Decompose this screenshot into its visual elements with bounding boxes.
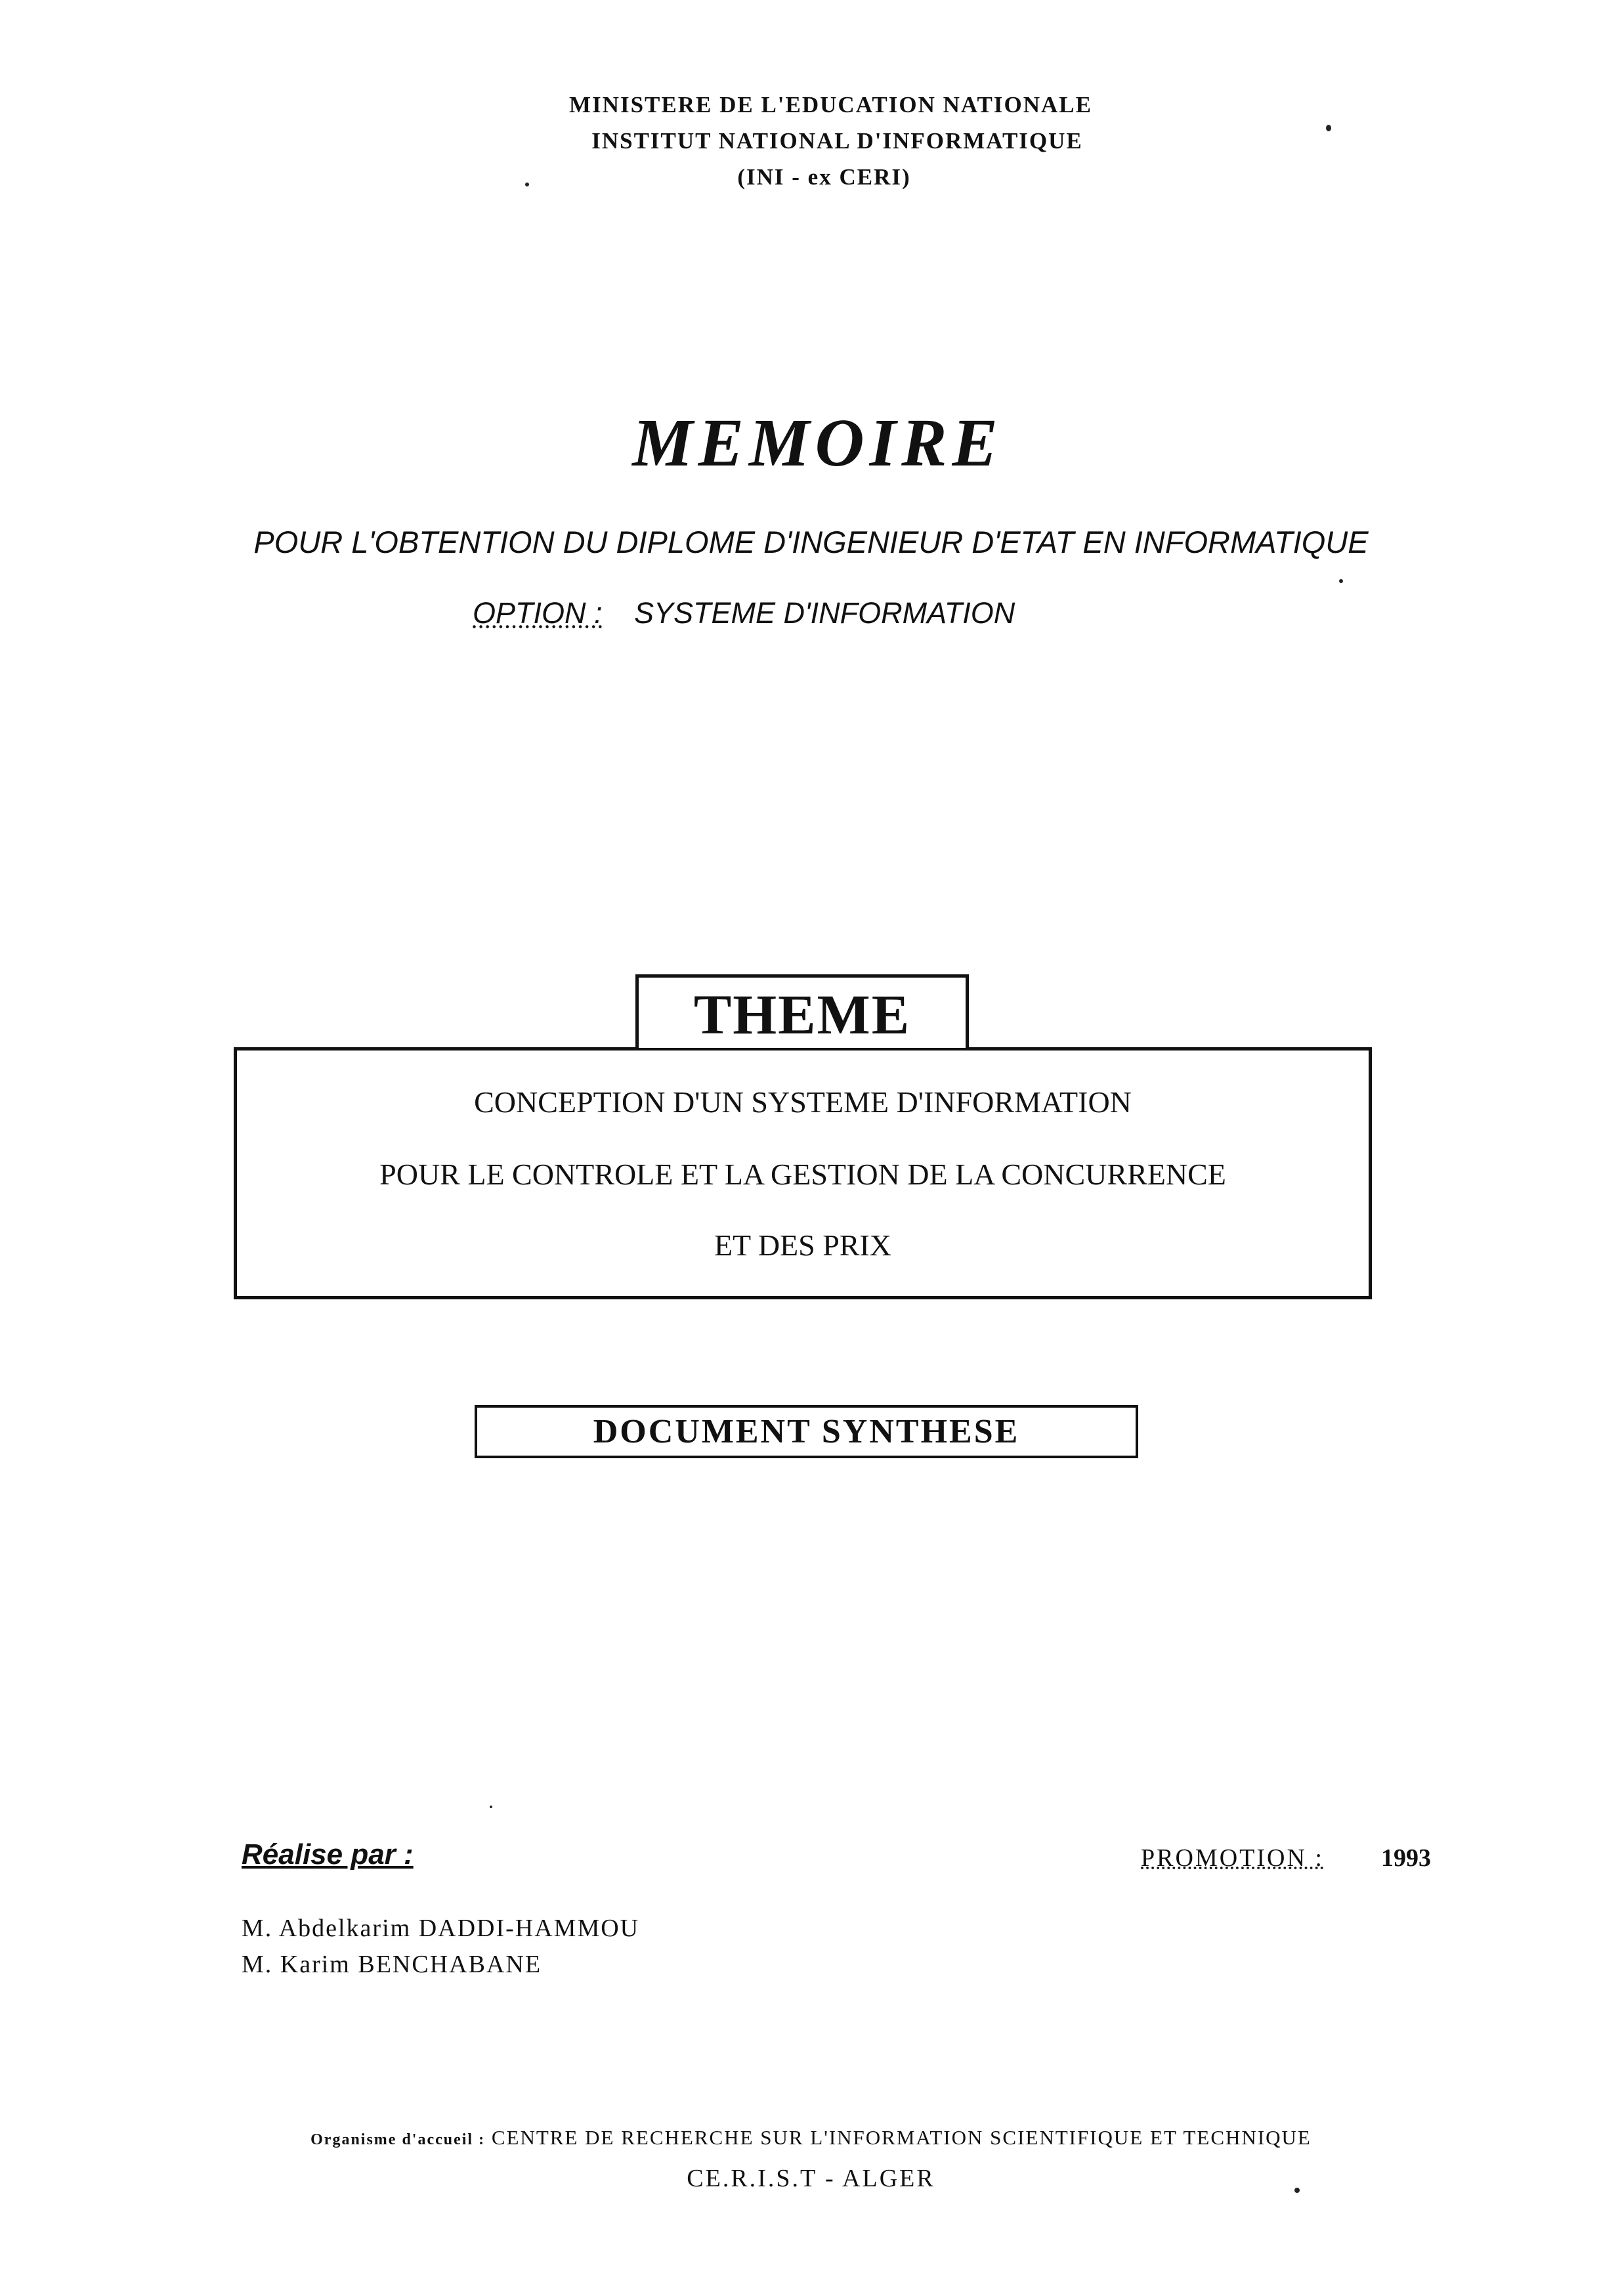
host-organization xyxy=(0,2126,1622,2150)
ministry-heading: MINISTERE DE L'EDUCATION NATIONALE xyxy=(569,92,1092,118)
host-name: CENTRE DE RECHERCHE SUR L'INFORMATION SCIENTIFIQUE ET TECHNIQUE xyxy=(491,2126,1312,2149)
realise-label: Réalise par : xyxy=(242,1838,414,1871)
theme-line: CONCEPTION D'UN SYSTEME D'INFORMATION xyxy=(474,1085,1132,1119)
theme-label: THEME xyxy=(635,974,969,1048)
host-label: Organisme d'accueil : xyxy=(310,2131,486,2148)
scan-speck xyxy=(525,183,529,186)
scan-speck xyxy=(1339,579,1343,583)
promotion-label: PROMOTION : xyxy=(1141,1844,1324,1872)
document-subtitle: POUR L'OBTENTION DU DIPLOME D'INGENIEUR D'ETAT EN INFORMATIQUE xyxy=(253,525,1369,559)
author-name: M. Abdelkarim DADDI-HAMMOU xyxy=(242,1915,640,1942)
document-type-box: DOCUMENT SYNTHESE xyxy=(475,1405,1138,1458)
theme-line: POUR LE CONTROLE ET LA GESTION DE LA CONCURRENCE xyxy=(379,1158,1226,1191)
scan-speck xyxy=(1294,2188,1300,2193)
option-label: OPTION : xyxy=(473,596,603,630)
option-value: SYSTEME D'INFORMATION xyxy=(634,596,1015,630)
author-name: M. Karim BENCHABANE xyxy=(242,1951,542,1978)
institute-heading: INSTITUT NATIONAL D'INFORMATIQUE xyxy=(591,128,1083,154)
promotion-year: 1993 xyxy=(1381,1844,1431,1872)
document-title: MEMOIRE xyxy=(632,405,1003,481)
theme-line: ET DES PRIX xyxy=(714,1228,892,1262)
host-short-name: CE.R.I.S.T - ALGER xyxy=(687,2165,935,2192)
scan-speck xyxy=(490,1806,492,1808)
institute-abbreviation: (INI - ex CERI) xyxy=(737,164,911,190)
scan-speck xyxy=(1326,125,1331,131)
